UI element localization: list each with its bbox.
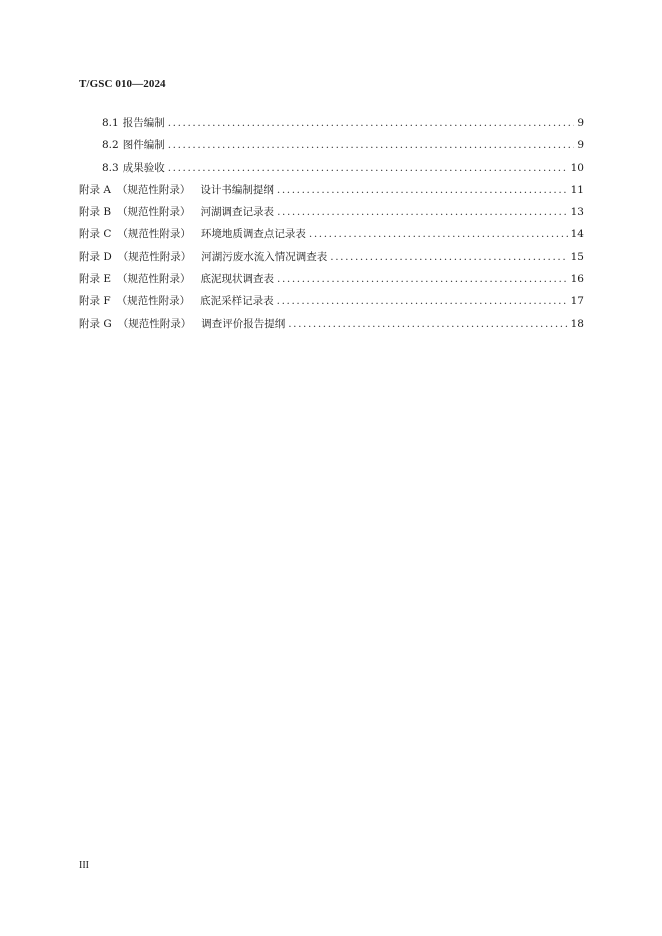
toc-entry-appendix-a[interactable]: [79, 179, 584, 201]
toc-entry-appendix-g[interactable]: [79, 313, 584, 335]
toc-title: 成果验收: [122, 161, 165, 174]
toc-entry-8-3[interactable]: [79, 157, 584, 179]
page-number: III: [79, 860, 89, 871]
toc-title: 调查评价报告提纲: [201, 317, 286, 330]
toc-page-number: 11: [570, 183, 584, 196]
toc-page-number: 10: [570, 161, 584, 174]
table-of-contents: [79, 112, 584, 335]
toc-title: 设计书编制提纲: [200, 183, 274, 196]
toc-appendix-type: （规范性附录）: [116, 295, 191, 308]
toc-title: 河湖污废水流入情况调查表: [201, 250, 328, 263]
toc-entry-appendix-d[interactable]: [79, 246, 584, 268]
toc-title: 底泥采样记录表: [200, 295, 274, 308]
toc-entry-8-1[interactable]: [79, 112, 584, 134]
toc-appendix-label: 附录 E: [79, 273, 112, 286]
toc-page-number: 13: [570, 206, 584, 219]
toc-appendix-label: 附录 A: [79, 183, 111, 196]
toc-appendix-label: 附录 C: [79, 228, 112, 241]
toc-section-number: 8.1: [102, 117, 119, 129]
toc-appendix-label: 附录 B: [79, 206, 112, 219]
toc-title: 报告编制: [122, 117, 165, 129]
dot-leader: [277, 179, 568, 201]
toc-title: 底泥现状调查表: [200, 273, 275, 286]
toc-appendix-type: （规范性附录）: [117, 206, 191, 219]
toc-appendix-label: 附录 D: [79, 250, 112, 263]
toc-title: 河湖调查记录表: [200, 206, 275, 219]
toc-appendix-type: （规范性附录）: [117, 250, 192, 263]
toc-entry-appendix-c[interactable]: [79, 223, 584, 245]
toc-appendix-type: （规范性附录）: [117, 273, 191, 286]
toc-entry-appendix-e[interactable]: [79, 268, 584, 290]
toc-page-number: 15: [570, 250, 584, 263]
toc-page-number: 18: [570, 317, 584, 330]
dot-leader: [277, 268, 568, 290]
document-code: T/GSC 010—2024: [79, 78, 166, 90]
dot-leader: [168, 112, 575, 134]
toc-page-number: 16: [570, 273, 584, 286]
toc-title: 环境地质调查点记录表: [200, 228, 306, 241]
toc-appendix-type: （规范性附录）: [117, 228, 191, 241]
toc-page-number: 9: [577, 117, 584, 129]
dot-leader: [288, 313, 567, 335]
toc-entry-appendix-b[interactable]: [79, 201, 584, 223]
toc-appendix-type: （规范性附录）: [116, 183, 191, 196]
toc-appendix-type: （规范性附录）: [117, 317, 192, 330]
toc-section-number: 8.2: [102, 139, 119, 152]
toc-title: 图件编制: [122, 139, 165, 152]
toc-page-number: 17: [570, 295, 584, 308]
toc-page-number: 9: [577, 139, 584, 152]
toc-appendix-label: 附录 G: [79, 317, 112, 330]
toc-entry-8-2[interactable]: [79, 134, 584, 156]
dot-leader: [277, 201, 568, 223]
dot-leader: [277, 290, 568, 312]
dot-leader: [168, 134, 575, 156]
dot-leader: [330, 246, 567, 268]
toc-section-number: 8.3: [102, 161, 119, 174]
toc-entry-appendix-f[interactable]: [79, 290, 584, 312]
toc-page-number: 14: [570, 228, 584, 241]
dot-leader: [309, 223, 568, 245]
toc-appendix-label: 附录 F: [79, 295, 111, 308]
dot-leader: [168, 157, 568, 179]
